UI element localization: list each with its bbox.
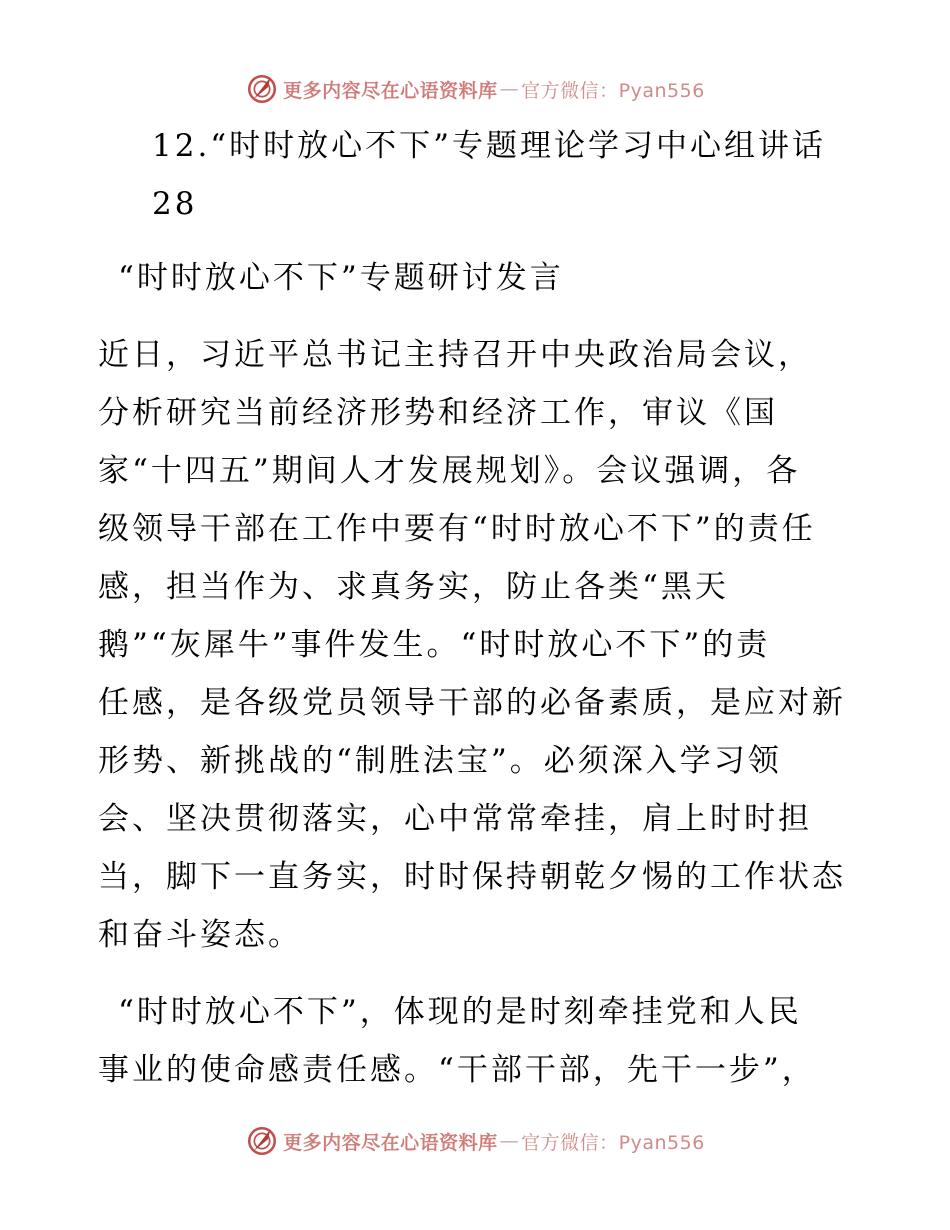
paragraph-1-line: 和奋斗姿态。 bbox=[98, 917, 302, 953]
watermark-main-text: 更多内容尽在心语资料库 bbox=[283, 1131, 498, 1154]
watermark-wechat-id: 官方微信：Pyan556 bbox=[521, 79, 705, 102]
paragraph-2-line: “时时放心不下”，体现的是时刻牵挂党和人民 bbox=[118, 994, 802, 1030]
watermark-separator: — bbox=[499, 1130, 520, 1152]
document-subtitle: “时时放心不下”专题研讨发言 bbox=[118, 260, 564, 296]
paragraph-1-line: 感，担当作为、求真务实，防止各类“黑天 bbox=[98, 569, 729, 605]
paragraph-1-line: 形势、新挑战的“制胜法宝”。必须深入学习领 bbox=[98, 743, 782, 779]
paragraph-1-line: 家“十四五”期间人才发展规划》。会议强调，各 bbox=[98, 453, 801, 489]
paragraph-1-line: 鹅”“灰犀牛”事件发生。“时时放心不下”的责 bbox=[98, 627, 771, 663]
paragraph-1-line: 近日，习近平总书记主持召开中央政治局会议， bbox=[98, 337, 812, 373]
document-title-line-2: 28 bbox=[152, 186, 198, 222]
paragraph-1-line: 会、坚决贯彻落实，心中常常牵挂，肩上时时担 bbox=[98, 801, 812, 837]
paragraph-1-line: 级领导干部在工作中要有“时时放心不下”的责任 bbox=[98, 511, 816, 547]
watermark-header bbox=[0, 72, 950, 106]
watermark-footer bbox=[0, 1124, 950, 1158]
watermark-main-text: 更多内容尽在心语资料库 bbox=[283, 79, 498, 102]
paragraph-1-line: 当，脚下一直务实，时时保持朝乾夕惕的工作状态 bbox=[98, 859, 846, 895]
watermark-separator: — bbox=[499, 78, 520, 100]
paragraph-1-line: 任感，是各级党员领导干部的必备素质，是应对新 bbox=[98, 685, 846, 721]
paragraph-1-line: 分析研究当前经济形势和经济工作，审议《国 bbox=[98, 395, 778, 431]
document-title-line-1: 12.“时时放心不下”专题理论学习中心组讲话 bbox=[152, 128, 826, 164]
quill-logo-icon bbox=[245, 72, 279, 106]
watermark-wechat-id: 官方微信：Pyan556 bbox=[521, 1131, 705, 1154]
paragraph-2-line: 事业的使命感责任感。“干部干部，先干一步”， bbox=[98, 1052, 816, 1088]
quill-logo-icon bbox=[245, 1124, 279, 1158]
